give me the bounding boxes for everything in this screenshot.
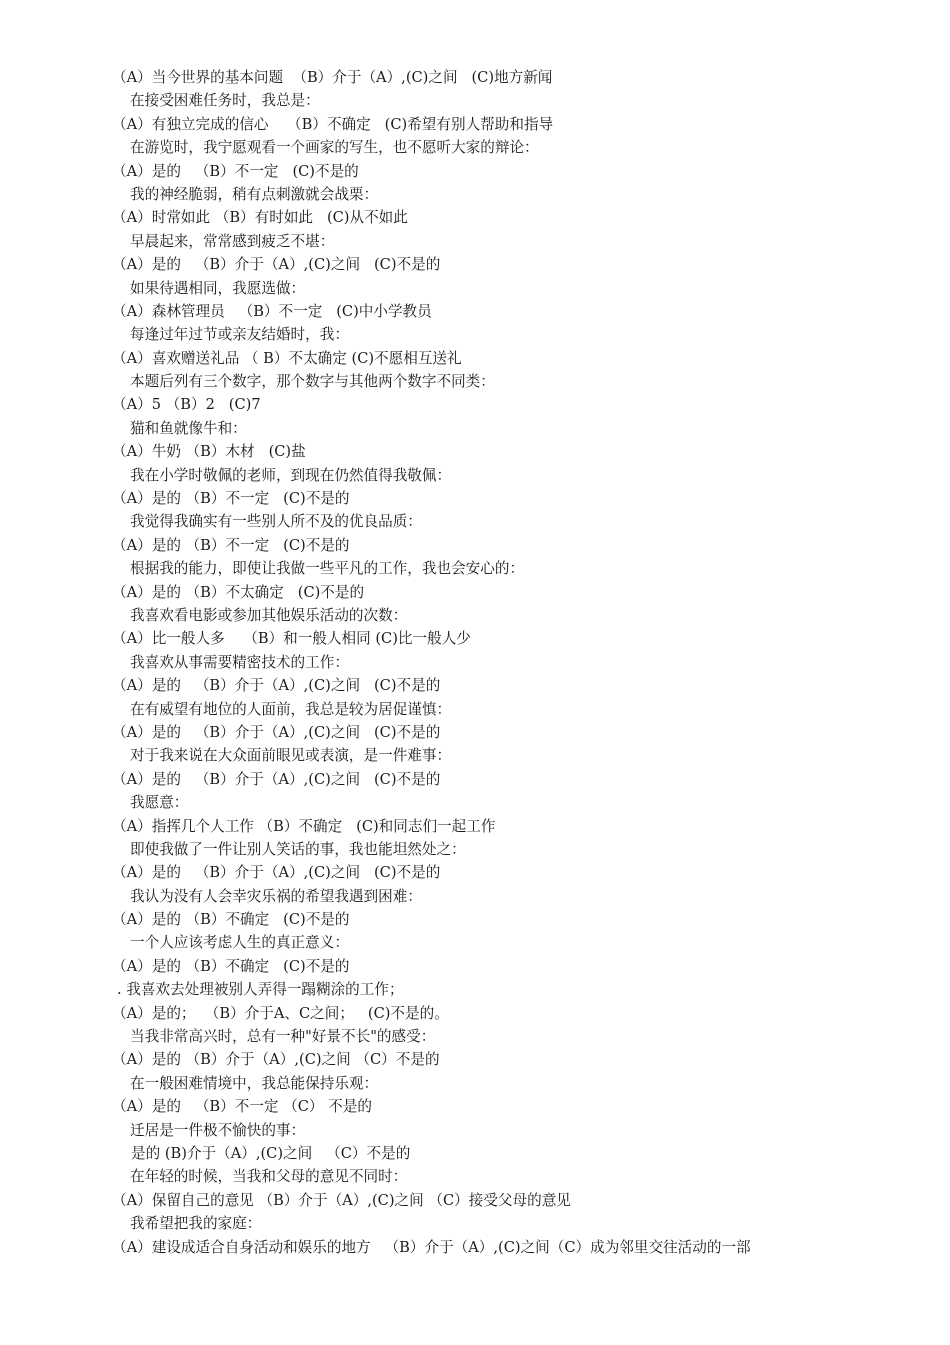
question-text: 即使我做了一件让别人笑话的事，我也能坦然处之： xyxy=(130,840,466,858)
answer-options-line: （A）建设成适合自身活动和娱乐的地方 （B）介于（A）,(C)之间（C）成为邻里交往活动的一部 xyxy=(112,1238,751,1256)
answer-options-line: （A）是的 （B）不一定 (C)不是的 xyxy=(112,536,350,554)
answer-options-line: （A）是的 （B）介于（A）,(C)之间 (C)不是的 xyxy=(112,723,441,741)
question-text: 我的神经脆弱，稍有点刺激就会战栗： xyxy=(130,185,379,203)
question-text: 我喜欢看电影或参加其他娱乐活动的次数： xyxy=(130,606,408,624)
answer-options-line: （A）指挥几个人工作 （B）不确定 (C)和同志们一起工作 xyxy=(112,817,496,835)
answer-options-line: （A）是的 （B）不一定 (C)不是的 xyxy=(112,162,359,180)
question-text: . 我喜欢去处理被别人弄得一蹋糊涂的工作； xyxy=(117,981,404,999)
question-text: 我希望把我的家庭： xyxy=(130,1215,262,1233)
answer-options-line: （A）是的 （B）不确定 (C)不是的 xyxy=(112,911,350,929)
answer-options-line: （A）是的 （B）不一定 (C)不是的 xyxy=(112,490,350,508)
questionnaire-document xyxy=(0,66,950,1259)
answer-options-line: （A）是的 （B）介于（A）,(C)之间 (C)不是的 xyxy=(112,770,441,788)
question-text: 迁居是一件极不愉快的事： xyxy=(130,1121,306,1139)
answer-options-line: （A）是的 （B）介于（A）,(C)之间 (C)不是的 xyxy=(112,677,441,695)
question-text: 我在小学时敬佩的老师，到现在仍然值得我敬佩： xyxy=(130,466,452,484)
question-text: 一个人应该考虑人生的真正意义： xyxy=(130,934,349,952)
answer-options-line: （A）是的 （B）介于（A）,(C)之间 (C)不是的 xyxy=(112,256,441,274)
answer-options-line: （A）牛奶 （B）木材 (C)盐 xyxy=(112,443,306,461)
answer-options-line: （A）有独立完成的信心 （B）不确定 (C)希望有别人帮助和指导 xyxy=(112,115,554,133)
answer-options-line: （A）森林管理员 （B）不一定 (C)中小学教员 xyxy=(112,302,432,320)
answer-options-line: 是的 (B)介于（A）,(C)之间 （C）不是的 xyxy=(131,1144,411,1162)
question-text: 在有威望有地位的人面前，我总是较为居促谨慎： xyxy=(130,700,452,718)
question-text: 如果待遇相同，我愿选做： xyxy=(130,279,306,297)
answer-options-line: （A）是的； （B）介于A、C之间； (C)不是的。 xyxy=(112,1004,449,1022)
answer-options-line: （A）是的 （B）介于（A）,(C)之间 (C)不是的 xyxy=(112,864,441,882)
question-text: 对于我来说在大众面前眼见或表演，是一件难事： xyxy=(130,747,452,765)
answer-options-line: （A）比一般人多 （B）和一般人相同 (C)比一般人少 xyxy=(112,630,471,648)
question-text: 在游览时，我宁愿观看一个画家的写生，也不愿听大家的辩论： xyxy=(130,139,539,157)
question-text: 当我非常高兴时，总有一种"好景不长"的感受： xyxy=(130,1028,436,1046)
question-text: 根据我的能力，即使让我做一些平凡的工作，我也会安心的： xyxy=(130,560,525,578)
question-text: 在年轻的时候，当我和父母的意见不同时： xyxy=(130,1168,408,1186)
question-text: 每逢过年过节或亲友结婚时，我： xyxy=(130,326,349,344)
answer-options-line: （A）5 （B）2 (C)7 xyxy=(112,396,261,414)
answer-options-line: （A）是的 （B）不确定 (C)不是的 xyxy=(112,957,350,975)
answer-options-line: （A）是的 （B）不一定 （C） 不是的 xyxy=(112,1098,372,1116)
question-text: 我愿意： xyxy=(130,794,189,812)
answer-options-line: （A）当今世界的基本问题 （B）介于（A）,(C)之间 (C)地方新闻 xyxy=(112,69,553,86)
answer-options-line: （A）时常如此 （B）有时如此 (C)从不如此 xyxy=(112,209,408,227)
answer-options-line: （A）喜欢赠送礼品 （ B）不太确定 (C)不愿相互送礼 xyxy=(112,349,462,367)
answer-options-line: （A）保留自己的意见 （B）介于（A）,(C)之间 （C）接受父母的意见 xyxy=(112,1191,571,1209)
question-text: 在接受困难任务时，我总是： xyxy=(130,92,320,110)
question-text: 我觉得我确实有一些别人所不及的优良品质： xyxy=(130,513,422,531)
question-text: 在一般困难情境中，我总能保持乐观： xyxy=(130,1074,379,1092)
question-text: 我喜欢从事需要精密技术的工作： xyxy=(130,653,349,671)
question-text: 我认为没有人会幸灾乐祸的希望我遇到困难： xyxy=(130,887,422,905)
question-text: 猫和鱼就像牛和： xyxy=(130,419,247,437)
answer-options-line: （A）是的 （B）介于（A）,(C)之间 （C）不是的 xyxy=(112,1051,440,1069)
question-text: 早晨起来，常常感到疲乏不堪： xyxy=(130,232,335,250)
question-text: 本题后列有三个数字，那个数字与其他两个数字不同类： xyxy=(130,373,495,391)
answer-options-line: （A）是的 （B）不太确定 (C)不是的 xyxy=(112,583,365,601)
